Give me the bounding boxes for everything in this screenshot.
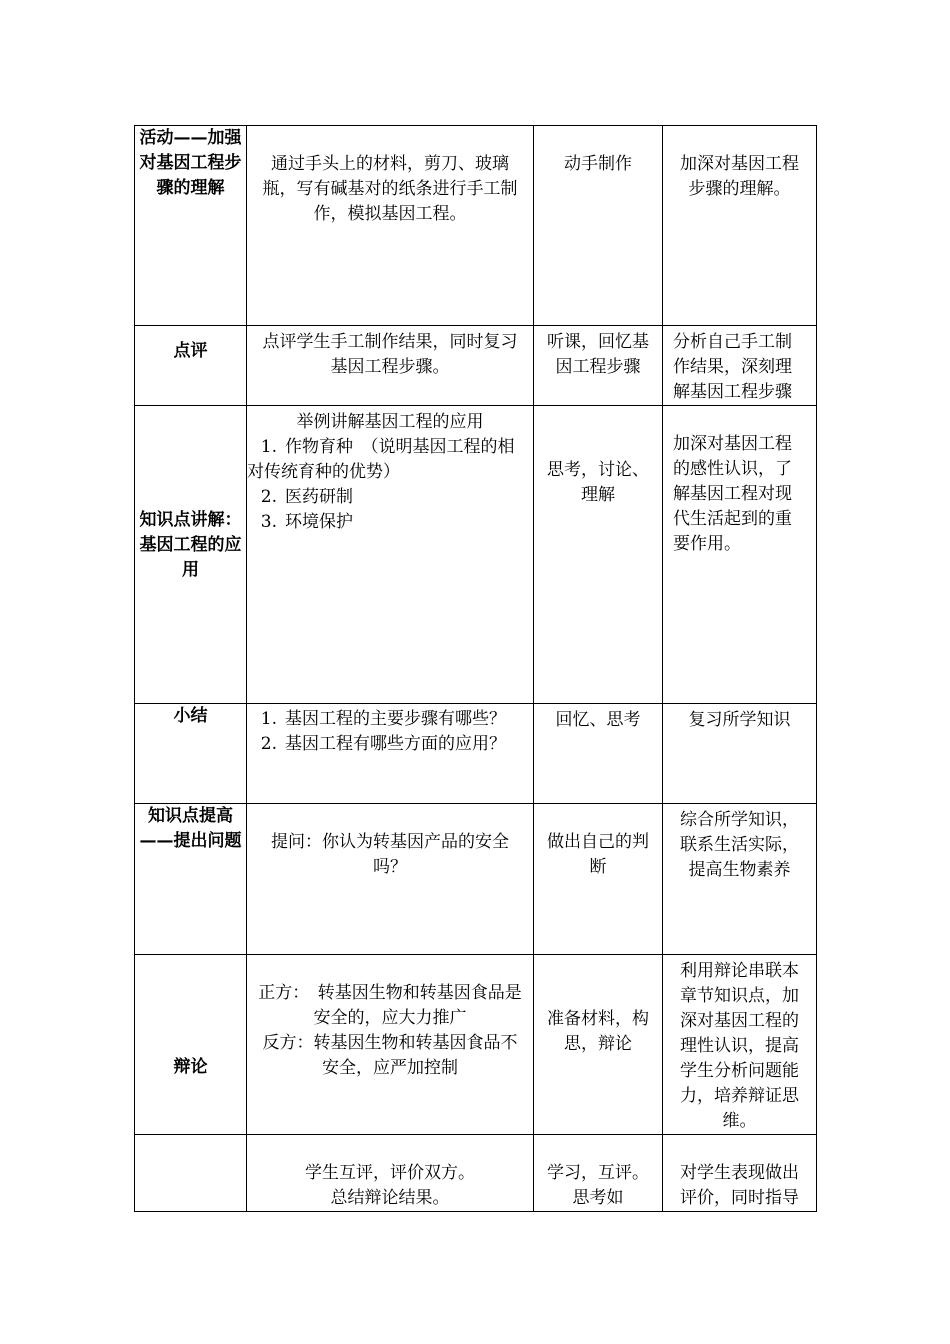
teacher-activity-cell bbox=[247, 406, 534, 704]
lesson-plan-table bbox=[134, 125, 817, 1212]
design-intent-text: 分析自己手工制作结果，深刻理解基因工程步骤 bbox=[673, 332, 792, 402]
table-row bbox=[135, 326, 817, 406]
student-activity-text: 动手制作 bbox=[564, 154, 632, 174]
student-activity-cell bbox=[534, 126, 663, 326]
stage-cell: 活动——加强对基因工程步骤的理解 bbox=[135, 126, 247, 326]
design-intent-text: 复习所学知识 bbox=[688, 710, 791, 730]
design-intent-cell bbox=[663, 955, 817, 1135]
design-intent-text: 综合所学知识，联系生活实际，提高生物素养 bbox=[680, 810, 799, 880]
stage-cell: 小结 bbox=[135, 704, 247, 804]
student-activity-cell bbox=[534, 804, 663, 955]
student-activity-cell bbox=[534, 406, 663, 704]
design-intent-cell bbox=[663, 804, 817, 955]
student-activity-text: 思考，讨论、理解 bbox=[547, 460, 649, 505]
teacher-activity-text: 提问：你认为转基因产品的安全吗？ bbox=[271, 832, 509, 877]
teacher-activity-text: 通过手头上的材料，剪刀、玻璃瓶，写有碱基对的纸条进行手工制作，模拟基因工程。 bbox=[262, 154, 518, 224]
design-intent-text: 加深对基因工程步骤的理解。 bbox=[680, 154, 799, 199]
teacher-activity-cell bbox=[247, 126, 534, 326]
design-intent-cell bbox=[663, 704, 817, 804]
teacher-activity-cell bbox=[247, 804, 534, 955]
student-activity-cell bbox=[534, 704, 663, 804]
design-intent-cell bbox=[663, 326, 817, 406]
teacher-activity-line2: 总结辩论结果。 bbox=[330, 1188, 450, 1208]
student-activity-text: 听课，回忆基因工程步骤 bbox=[547, 332, 649, 377]
list-item: 3. 环境保护 bbox=[260, 512, 353, 532]
student-activity-text: 学习，互评。思考如 bbox=[547, 1163, 649, 1208]
list-item: 2. 医药研制 bbox=[260, 487, 353, 507]
teacher-activity-cell bbox=[247, 955, 534, 1135]
design-intent-text: 对学生表现做出评价，同时指导 bbox=[680, 1163, 799, 1208]
student-activity-cell bbox=[534, 326, 663, 406]
design-intent-text: 利用辩论串联本章节知识点，加深对基因工程的理性认识，提高学生分析问题能力，培养辩证思维。 bbox=[680, 961, 799, 1131]
table-row bbox=[135, 955, 817, 1135]
table-row bbox=[135, 406, 817, 704]
student-activity-text: 做出自己的判断 bbox=[547, 832, 649, 877]
student-activity-cell bbox=[534, 1135, 663, 1212]
stage-cell: 辩论 bbox=[135, 955, 247, 1135]
list-item: 1. 基因工程的主要步骤有哪些？ bbox=[260, 709, 506, 729]
design-intent-cell bbox=[663, 1135, 817, 1212]
stage-cell: 知识点讲解：基因工程的应用 bbox=[135, 406, 247, 704]
teacher-activity-line1: 学生互评，评价双方。 bbox=[305, 1163, 475, 1183]
teacher-activity-text: 点评学生手工制作结果，同时复习基因工程步骤。 bbox=[262, 332, 518, 377]
table-row bbox=[135, 126, 817, 326]
teacher-activity-cell bbox=[247, 326, 534, 406]
summary-list bbox=[247, 704, 533, 757]
table-row bbox=[135, 1135, 817, 1212]
teacher-activity-cell bbox=[247, 1135, 534, 1212]
list-item: 2. 基因工程有哪些方面的应用？ bbox=[260, 734, 506, 754]
debate-con-text: 反方：转基因生物和转基因食品不安全，应严加控制 bbox=[262, 1033, 518, 1078]
student-activity-text: 回忆、思考 bbox=[555, 710, 641, 730]
design-intent-cell bbox=[663, 406, 817, 704]
stage-cell: 知识点提高——提出问题 bbox=[135, 804, 247, 955]
stage-cell: 点评 bbox=[135, 326, 247, 406]
teacher-activity-intro: 举例讲解基因工程的应用 bbox=[296, 412, 484, 432]
list-item: 1. 作物育种 （说明基因工程的相对传统育种的优势） bbox=[247, 437, 515, 482]
application-list bbox=[247, 435, 533, 535]
stage-cell bbox=[135, 1135, 247, 1212]
debate-pro-text: 正方： 转基因生物和转基因食品是安全的，应大力推广 bbox=[258, 983, 522, 1028]
teacher-activity-cell bbox=[247, 704, 534, 804]
student-activity-text: 准备材料，构思，辩论 bbox=[547, 1009, 649, 1054]
student-activity-cell bbox=[534, 955, 663, 1135]
design-intent-text: 加深对基因工程的感性认识，了解基因工程对现代生活起到的重要作用。 bbox=[673, 434, 792, 554]
table-row bbox=[135, 704, 817, 804]
design-intent-cell bbox=[663, 126, 817, 326]
table-row bbox=[135, 804, 817, 955]
